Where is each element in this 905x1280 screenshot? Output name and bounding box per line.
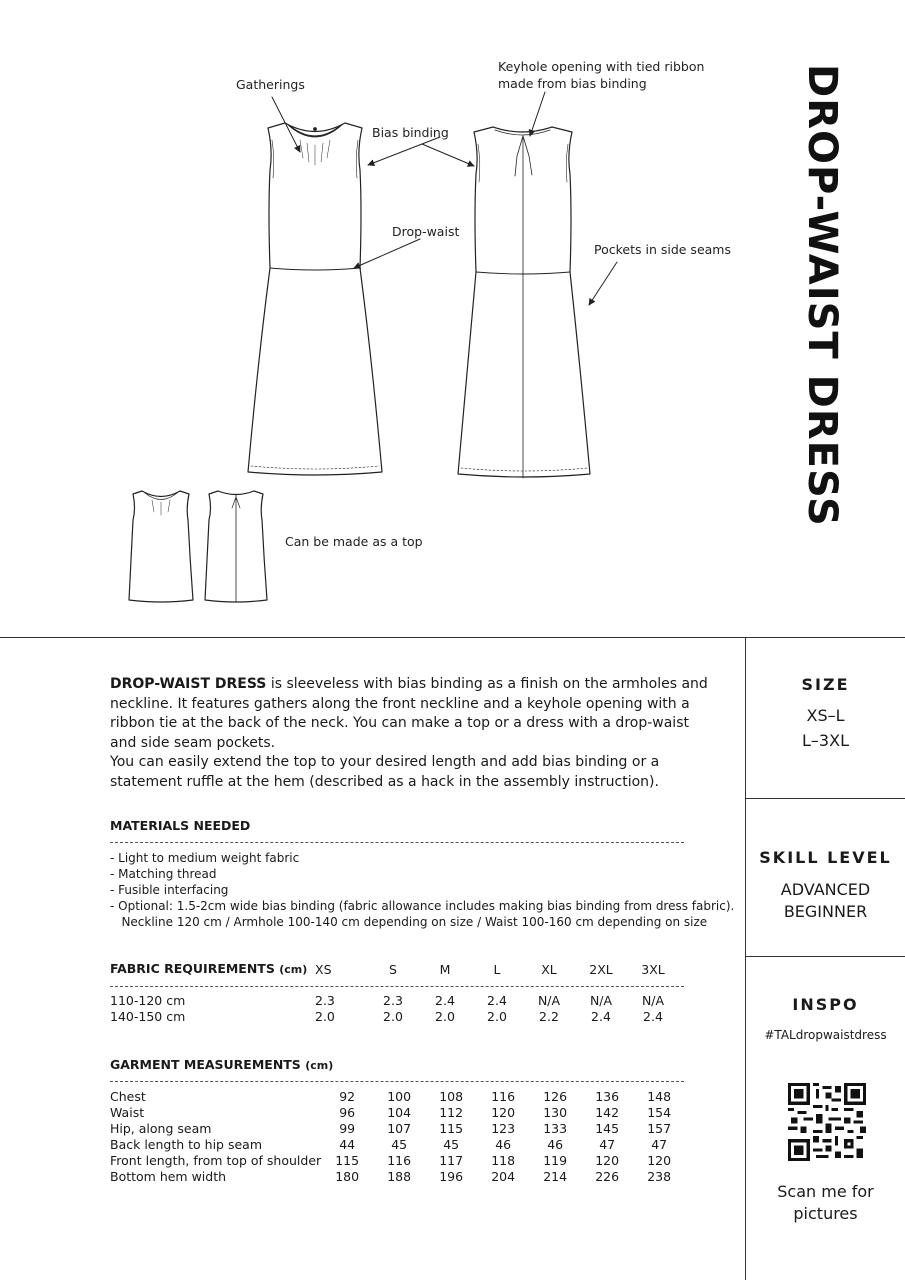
- qr-code[interactable]: [788, 1083, 866, 1161]
- bias-binding-label: Bias binding: [372, 125, 449, 140]
- table-row: [110, 1121, 685, 1137]
- table-cell: 157: [647, 1121, 672, 1136]
- list-item: - Fusible interfacing: [110, 883, 229, 897]
- table-cell: 133: [543, 1121, 568, 1136]
- scan-line-2: pictures: [793, 1204, 858, 1223]
- table-cell: 126: [543, 1089, 568, 1104]
- page-title: DROP-WAIST DRESS: [799, 64, 845, 527]
- table-cell: N/A: [641, 993, 665, 1008]
- table-cell: 119: [543, 1153, 568, 1168]
- table-cell: 118: [491, 1153, 516, 1168]
- keyhole-label-line2: made from bias binding: [498, 76, 647, 91]
- table-cell: 117: [439, 1153, 464, 1168]
- table-cell: 115: [439, 1121, 464, 1136]
- table-cell: 214: [543, 1169, 568, 1184]
- size-range-1: XS–L: [806, 706, 845, 725]
- table-cell: 115: [335, 1153, 360, 1168]
- table-cell: 196: [439, 1169, 464, 1184]
- table-cell: 107: [387, 1121, 412, 1136]
- size-header: M: [439, 961, 451, 977]
- fabric-heading: FABRIC REQUIREMENTS (cm): [110, 961, 308, 976]
- table-cell: 104: [387, 1105, 412, 1120]
- table-cell: 108: [439, 1089, 464, 1104]
- table-cell: 2.4: [643, 1009, 663, 1024]
- description-lead: DROP-WAIST DRESS: [110, 676, 267, 692]
- table-row: [110, 993, 679, 1009]
- table-cell: 188: [387, 1169, 412, 1184]
- back-top-drawing: [205, 491, 267, 602]
- table-cell: 47: [651, 1137, 668, 1152]
- size-header: L: [493, 961, 501, 977]
- table-cell: 120: [595, 1153, 620, 1168]
- keyhole-label-line1: Keyhole opening with tied ribbon: [498, 59, 705, 74]
- table-row: [110, 1169, 685, 1185]
- garment-heading: GARMENT MEASUREMENTS (cm): [110, 1057, 334, 1072]
- size-header: 3XL: [641, 961, 665, 977]
- table-cell: 2.3: [383, 993, 403, 1008]
- table-cell: 120: [647, 1153, 672, 1168]
- drop-waist-label: Drop-waist: [392, 224, 460, 239]
- size-header: XL: [541, 961, 557, 977]
- table-cell: N/A: [589, 993, 613, 1008]
- size-heading: SIZE: [801, 675, 850, 694]
- table-cell: 154: [647, 1105, 672, 1120]
- table-cell: 2.0: [315, 1009, 335, 1024]
- description-para1: is sleeveless with bias binding as a finish on the armholes and neckline. It features gathers along the front neckline and a keyhole opening with a ribbon tie at the back of the neck. You can make a top or a dress with a drop-waist and side seam pockets.: [110, 676, 708, 751]
- table-cell: 148: [647, 1089, 672, 1104]
- dashed-rule: [110, 842, 684, 843]
- materials-heading: MATERIALS NEEDED: [110, 818, 251, 833]
- table-cell: 44: [339, 1137, 356, 1152]
- section-divider: [0, 637, 905, 638]
- table-cell: 142: [595, 1105, 620, 1120]
- dashed-rule: [110, 986, 684, 987]
- table-cell: 2.0: [487, 1009, 507, 1024]
- table-cell: 120: [491, 1105, 516, 1120]
- table-cell: 46: [547, 1137, 564, 1152]
- description: [110, 675, 710, 792]
- table-cell: 2.4: [591, 1009, 611, 1024]
- size-header: S: [389, 961, 397, 977]
- table-cell: 2.2: [539, 1009, 559, 1024]
- dashed-rule: [110, 1081, 684, 1082]
- table-cell: 116: [491, 1089, 516, 1104]
- row-label: Back length to hip seam: [110, 1137, 263, 1152]
- table-row: [110, 1089, 685, 1105]
- table-cell: 47: [599, 1137, 616, 1152]
- front-top-drawing: [129, 491, 193, 602]
- row-label: 110-120 cm: [110, 993, 186, 1008]
- sidebar-separator: [745, 956, 905, 957]
- row-label: Hip, along seam: [110, 1121, 212, 1136]
- scan-line-1: Scan me for: [777, 1182, 874, 1201]
- table-cell: 238: [647, 1169, 672, 1184]
- row-label: Chest: [110, 1089, 146, 1104]
- size-header: 2XL: [589, 961, 613, 977]
- list-item: Neckline 120 cm / Armhole 100-140 cm depending on size / Waist 100-160 cm depending on size: [110, 915, 708, 929]
- row-label: 140-150 cm: [110, 1009, 186, 1024]
- fabric-requirements-header: [110, 961, 679, 978]
- pockets-label: Pockets in side seams: [594, 242, 731, 257]
- table-cell: 45: [391, 1137, 408, 1152]
- table-row: [110, 1105, 685, 1121]
- inspo-heading: INSPO: [792, 995, 859, 1014]
- size-range-2: L–3XL: [802, 731, 849, 750]
- top-variant-label: Can be made as a top: [285, 534, 423, 549]
- table-row: [110, 1009, 679, 1025]
- row-label: Bottom hem width: [110, 1169, 227, 1184]
- skill-level-line1: ADVANCED: [780, 880, 871, 899]
- row-label: Front length, from top of shoulder: [110, 1153, 322, 1168]
- table-cell: 136: [595, 1089, 620, 1104]
- sidebar-separator: [745, 798, 905, 799]
- table-cell: 204: [491, 1169, 516, 1184]
- table-cell: 2.4: [487, 993, 507, 1008]
- table-cell: 130: [543, 1105, 568, 1120]
- materials-list: [110, 850, 734, 930]
- table-row: [110, 1153, 685, 1169]
- table-cell: 116: [387, 1153, 412, 1168]
- table-cell: 2.4: [435, 993, 455, 1008]
- table-cell: N/A: [537, 993, 561, 1008]
- technical-drawings: [0, 0, 905, 636]
- table-cell: 2.0: [435, 1009, 455, 1024]
- table-cell: 180: [335, 1169, 360, 1184]
- row-label: Waist: [110, 1105, 145, 1120]
- table-cell: 2.0: [383, 1009, 403, 1024]
- list-item: - Light to medium weight fabric: [110, 851, 300, 865]
- list-item: - Optional: 1.5-2cm wide bias binding (fabric allowance includes making bias binding from dress fabric).: [110, 899, 735, 913]
- table-cell: 2.3: [315, 993, 335, 1008]
- table-cell: 96: [339, 1105, 356, 1120]
- skill-level-line2: BEGINNER: [783, 902, 868, 921]
- list-item: - Matching thread: [110, 867, 217, 881]
- garment-measurements-table: [110, 1089, 685, 1185]
- fabric-requirements-table: [110, 993, 679, 1025]
- table-cell: 46: [495, 1137, 512, 1152]
- table-cell: 100: [387, 1089, 412, 1104]
- skill-level-heading: SKILL LEVEL: [759, 848, 892, 867]
- table-cell: 123: [491, 1121, 516, 1136]
- hashtag[interactable]: #TALdropwaistdress: [764, 1028, 887, 1042]
- size-header: XS: [315, 961, 332, 977]
- table-cell: 112: [439, 1105, 464, 1120]
- back-dress-drawing: [458, 127, 590, 478]
- table-cell: 99: [339, 1121, 356, 1136]
- table-cell: 92: [339, 1089, 356, 1104]
- table-row: [110, 1137, 685, 1153]
- gatherings-label: Gatherings: [236, 77, 305, 92]
- table-cell: 45: [443, 1137, 460, 1152]
- table-cell: 145: [595, 1121, 620, 1136]
- front-dress-drawing: [248, 123, 382, 475]
- table-cell: 226: [595, 1169, 620, 1184]
- description-para2: You can easily extend the top to your desired length and add bias binding or a statement ruffle at the hem (described as a hack in the assembly instruction).: [110, 754, 660, 790]
